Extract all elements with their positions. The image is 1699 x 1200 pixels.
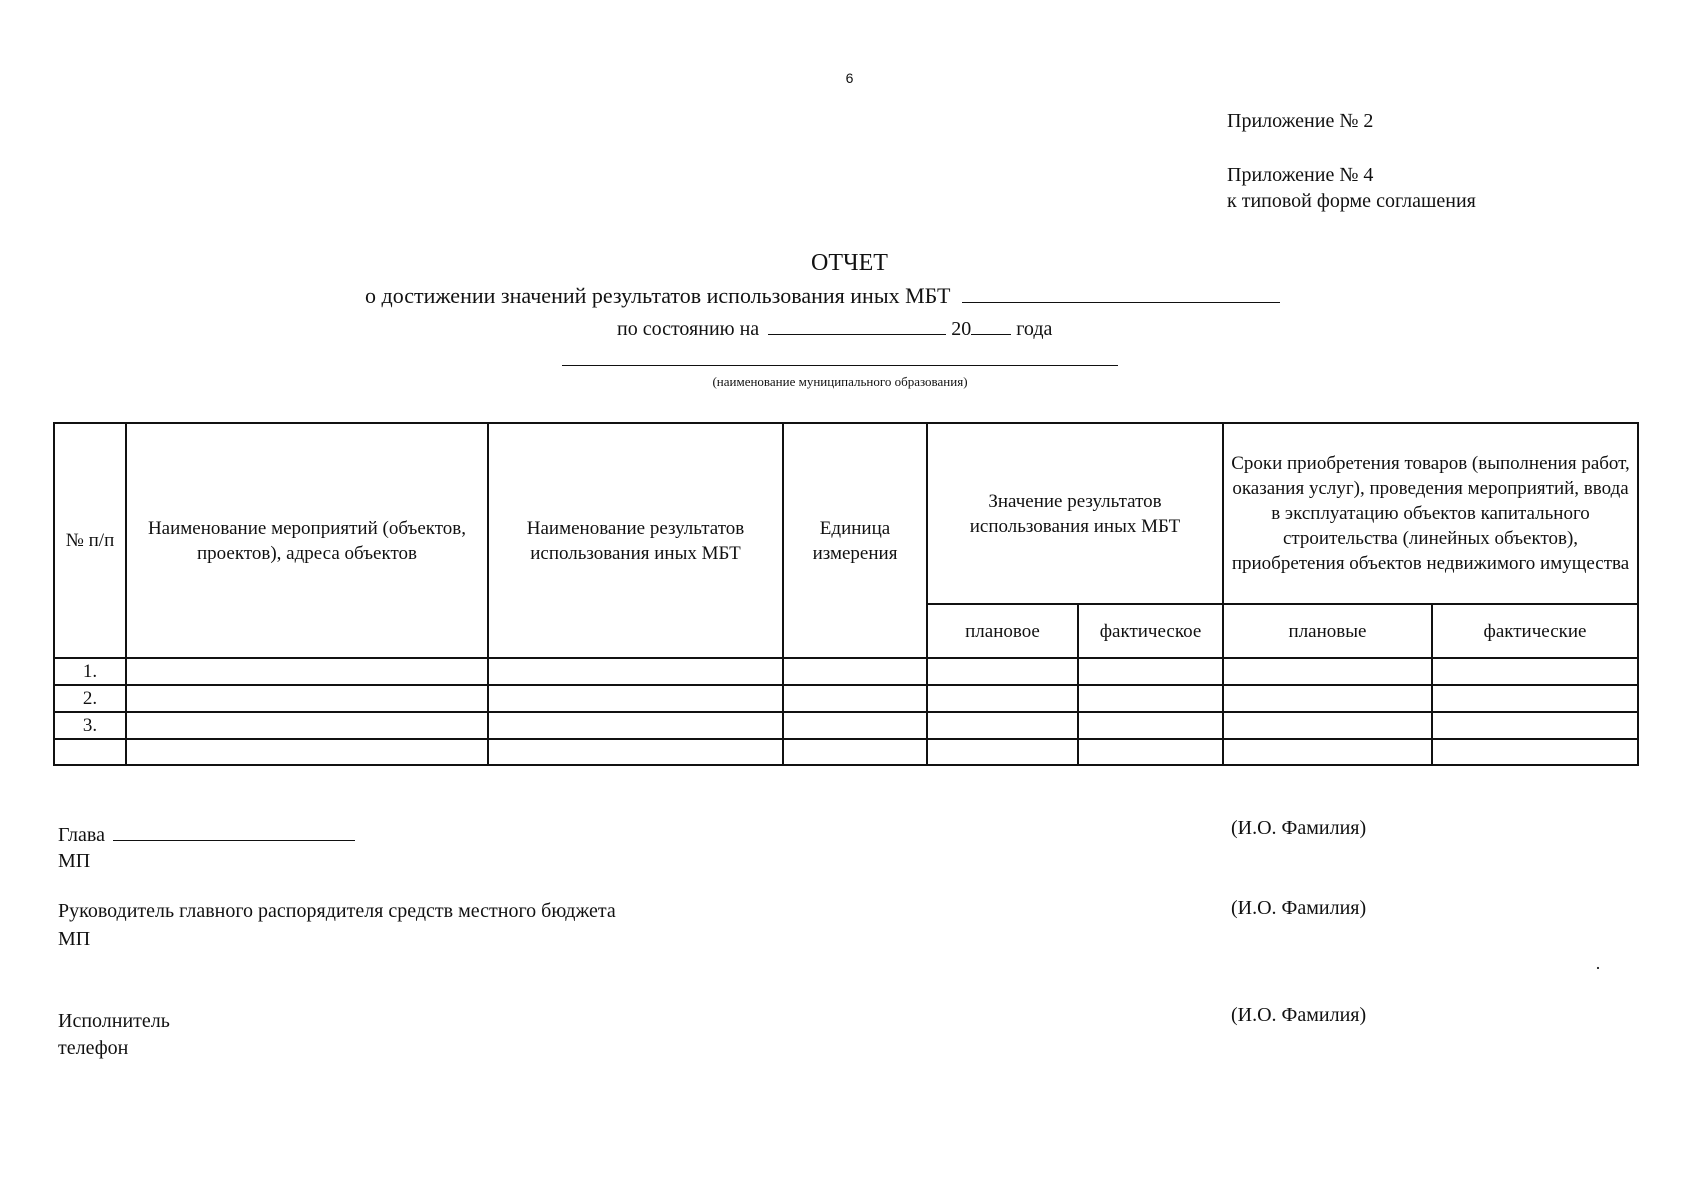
as-of-date-blank <box>768 318 946 335</box>
header-result-name: Наименование результатов использования иных МБТ <box>488 423 783 658</box>
table-cell <box>783 685 927 712</box>
phone-label: телефон <box>58 1037 129 1059</box>
head-label: Глава <box>58 824 105 846</box>
stamp-label-1: МП <box>58 850 91 872</box>
page-number: 6 <box>845 70 854 86</box>
table-cell <box>1432 658 1638 685</box>
table-cell <box>1432 739 1638 765</box>
stray-mark: · <box>1595 958 1601 978</box>
head-name-placeholder: (И.О. Фамилия) <box>1231 817 1367 839</box>
head-signature-line <box>58 822 355 848</box>
table-row <box>54 712 1638 739</box>
row-number: 2. <box>54 685 126 712</box>
header-unit: Единица измерения <box>783 423 927 658</box>
report-table <box>53 422 1639 766</box>
table-row <box>54 739 1638 765</box>
table-cell <box>927 712 1078 739</box>
table-cell <box>126 658 488 685</box>
subtitle-blank-line <box>962 286 1280 303</box>
appendix-2-label: Приложение № 2 <box>1227 110 1374 132</box>
header-deadline-actual: фактические <box>1432 604 1638 658</box>
executor-label: Исполнитель <box>58 1010 170 1032</box>
table-cell <box>126 685 488 712</box>
as-of-prefix: по состоянию на <box>617 318 760 340</box>
as-of-year-prefix: 20 <box>951 318 972 340</box>
table-cell <box>927 658 1078 685</box>
table-cell <box>783 739 927 765</box>
table-cell <box>1078 739 1223 765</box>
row-number: 3. <box>54 712 126 739</box>
appendix-4-label: Приложение № 4 <box>1227 164 1374 186</box>
as-of-line <box>617 318 1052 341</box>
table-cell <box>927 685 1078 712</box>
table-header-row <box>54 423 1638 604</box>
executor-name-placeholder: (И.О. Фамилия) <box>1231 1004 1367 1026</box>
table-cell <box>1223 712 1432 739</box>
table-cell <box>783 712 927 739</box>
head-signature-blank <box>113 822 355 841</box>
header-value-planned: плановое <box>927 604 1078 658</box>
table-cell <box>488 685 783 712</box>
table-cell <box>126 739 488 765</box>
header-value-actual: фактическое <box>1078 604 1223 658</box>
as-of-year-blank <box>971 318 1011 335</box>
header-deadlines: Сроки приобретения товаров (выполнения работ, оказания услуг), проведения мероприятий, ввода в эксплуатацию объектов капитального строительства (линейных объектов), приобретения объектов недвижимого имущества <box>1223 423 1638 604</box>
municipality-caption: (наименование муниципального образования) <box>712 374 968 389</box>
stamp-label-2: МП <box>58 928 91 950</box>
table-cell <box>1432 712 1638 739</box>
table-cell <box>1078 658 1223 685</box>
header-activity: Наименование мероприятий (объектов, проектов), адреса объектов <box>126 423 488 658</box>
report-title: ОТЧЕТ <box>811 250 888 276</box>
header-result-value: Значение результатов использования иных МБТ <box>927 423 1223 604</box>
header-deadline-planned: плановые <box>1223 604 1432 658</box>
table-row <box>54 658 1638 685</box>
table-cell <box>1223 658 1432 685</box>
table-cell <box>927 739 1078 765</box>
table-cell <box>488 739 783 765</box>
table-row <box>54 685 1638 712</box>
report-subtitle <box>365 283 1280 309</box>
table-cell <box>1223 739 1432 765</box>
table-cell <box>1078 685 1223 712</box>
table-cell <box>126 712 488 739</box>
manager-label: Руководитель главного распорядителя средств местного бюджета <box>58 900 616 922</box>
row-number <box>54 739 126 765</box>
table-cell <box>1223 685 1432 712</box>
appendix-form-label: к типовой форме соглашения <box>1227 190 1476 212</box>
table-cell <box>488 658 783 685</box>
table-cell <box>1432 685 1638 712</box>
table-cell <box>488 712 783 739</box>
manager-name-placeholder: (И.О. Фамилия) <box>1231 897 1367 919</box>
table-cell <box>1078 712 1223 739</box>
table-cell <box>783 658 927 685</box>
header-num: № п/п <box>54 423 126 658</box>
row-number: 1. <box>54 658 126 685</box>
municipality-blank-line <box>562 365 1118 366</box>
report-subtitle-text: о достижении значений результатов использования иных МБТ <box>365 283 951 308</box>
as-of-suffix: года <box>1016 318 1053 340</box>
